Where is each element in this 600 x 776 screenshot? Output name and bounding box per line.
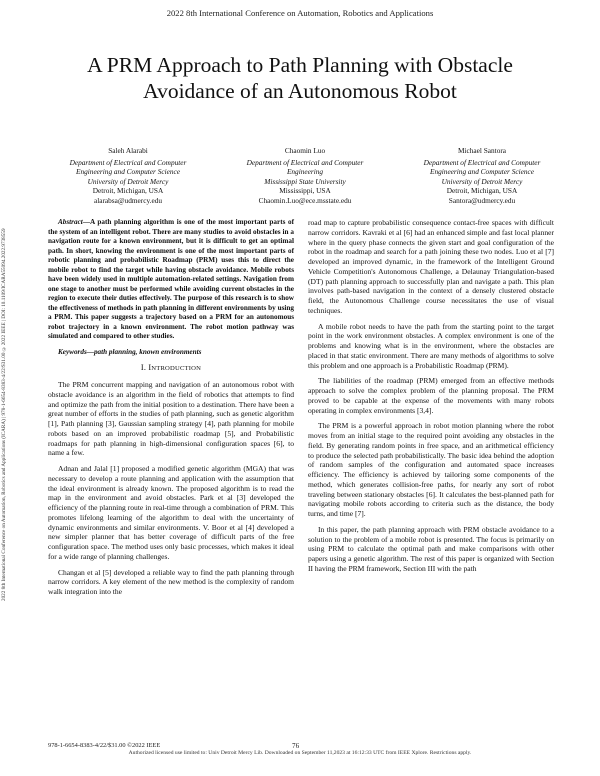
author-dept: Department of Electrical and Computer (423, 157, 541, 167)
paragraph: The liabilities of the roadmap (PRM) emerged from an effective methods approach to solve the complex problem of the planning proposal. The PRM proved to be capable at the expense of the movements with many robots operating in complex environments [3,4]. (308, 376, 554, 415)
keywords (48, 348, 294, 358)
paragraph: In this paper, the path planning approach with PRM obstacle avoidance to a solution to the problem of a mobile robot is presented. The focus is primarily on using PRM to calculate the optimal path and make comparisons with other papers using a genetic algorithm. The rest of this paper is organized with Section II having the PRM framework, Section III with the path (308, 524, 554, 573)
section-title-first: I (148, 363, 152, 373)
author-card (394, 146, 570, 206)
author-institution: University of Detroit Mercy (441, 176, 523, 186)
doi-sidebar: 2022 8th International Conference on Automation, Robotics and Applications (ICARA) | 978-1-6654-8383-4/22/$31.00 ©2022 IEEE | DOI: 10.1109/ICARA55094.2022.9738559 (1, 228, 7, 602)
section-number: I. (140, 363, 147, 373)
author-dept: Department of Electrical and Computer (69, 157, 187, 167)
left-column (48, 218, 294, 603)
abstract-text: —A path planning algorithm is one of the most important parts of the system of an intelligent robot. There are many studies to avoid obstacles in a navigation route for a known environment, but it is difficult to get an optimal path. In short, knowing the environment is one of the most important parts of robotic planning and probabilistic Roadmap (PRM) uses this to direct the mobile robot to find the target while having obstacle avoidance. Mobile robots have been widely used in multiple automation-related settings. Navigation from one stage to another must be performed while avoiding current obstacles in the region to execute their duties effectively. The purpose of this research is to show the effectiveness of methods in path planning in different environments by using a PRM. This paper suggests a trajectory based on a PRM for an autonomous robot trajectory in a known environment. The robot motion pathway was simulated and compared to other studies. (48, 218, 294, 340)
author-block (40, 146, 570, 206)
title-line-2: Avoidance of an Autonomous Robot (143, 79, 457, 103)
title-line-1: A PRM Approach to Path Planning with Obstacle (87, 53, 513, 77)
paragraph: The PRM is a powerful approach in robot motion planning where the robot moves from an initial stage to the required point avoiding any obstacles in the field. By generating random points in free space, and an arithmetical efficiency to produce the selected path probabilistically. The basic idea behind the adoption of random samples of the configuration and automated space increases efficiency. The efficiency is achieved by tailoring some components of the method, which generates collision-free paths, for nearly any sort of robot traveling between stationary obstacles [6]. It calculates the best-planned path for navigating mobile robots according to criteria such as the distance, the body turns, and time [7]. (308, 421, 554, 518)
paragraph: Changan et al [5] developed a reliable way to find the path planning through narrow corridors. A key element of the new method is the complexity of random walk integration into the (48, 567, 294, 596)
author-email[interactable]: alarabsa@udmercy.edu (93, 195, 163, 205)
paragraph: A mobile robot needs to have the path from the starting point to the target point in the work environment obstacles. A complex environment is one of the problems and knowing what is in the environment, where the obstacles are placed in that static environment. There are many methods of algorithms to solve this problem and one approach is a Probabilistic Roadmap (PRM). (308, 321, 554, 370)
author-institution: Mississippi State University (264, 176, 346, 186)
author-name: Chaomin Luo (284, 146, 326, 155)
author-card (40, 146, 216, 206)
abstract (48, 218, 294, 342)
paragraph: The PRM concurrent mapping and navigation of an autonomous robot with obstacle avoidance is an algorithm in the field of robotics that attempts to find and optimize the path from the initial position to a destination. There have been a great number of efforts in the studies of path planning, such as genetic algorithm [1], Path planning [3], Gaussian sampling strategy [4], path planning for mobile robots based on an improved probabilistic roadmap [5], and Probabilistic roadmaps for path planning in high-dimensional configuration spaces [6], to name a few. (48, 380, 294, 458)
author-city: Detroit, Michigan, USA (446, 186, 518, 196)
author-email[interactable]: Santora@udmercy.edu (448, 195, 516, 205)
author-name: Saleh Alarabi (108, 146, 148, 155)
paragraph: road map to capture probabilistic consequence contact-free spaces with difficult narrow corridors. Kavraki et al [6] had an enhanced simple and fast local planner where in the query phase connects the given start and goal configuration of the robot in the roadmap and search for a path joining these two nodes. Luo et al [7] developed an improved dynamic, in the framework of the Intelligent Ground Vehicle Competition's Autonomous Challenge, a Delaunay Triangulation-based (DT) path planning approach to successfully plan and navigate a path. This plan involves path-based navigation in the context of a densely clustered obstacle field, the Autonomous Challenge course necessitates the use of visual techniques. (308, 218, 554, 315)
download-notice: Authorized licensed use limited to: Univ Detroit Mercy Lib. Downloaded on September 11,2023 at 16:12:33 UTC from IEEE Xplore. Restrictions apply. (128, 750, 472, 756)
section-heading (48, 363, 294, 374)
right-column (308, 218, 554, 580)
abstract-label: Abstract (58, 218, 83, 226)
author-dept: Engineering (286, 167, 324, 177)
page-number: 76 (292, 742, 300, 750)
conference-header: 2022 8th International Conference on Automation, Robotics and Applications (166, 8, 434, 18)
author-dept: Engineering and Computer Science (76, 167, 180, 177)
author-city: Mississippi, USA (279, 186, 331, 196)
author-dept: Engineering and Computer Science (430, 167, 534, 177)
paper-title (20, 52, 580, 104)
section-title-rest: NTRODUCTION (151, 365, 202, 373)
author-institution: University of Detroit Mercy (87, 176, 169, 186)
author-dept: Department of Electrical and Computer (246, 157, 364, 167)
author-city: Detroit, Michigan, USA (92, 186, 164, 196)
author-email[interactable]: Chaomin.Luo@ece.msstate.edu (258, 195, 352, 205)
keywords-label: Keywords (58, 347, 87, 356)
keywords-text: —path planning, known environments (86, 347, 202, 356)
footer-isbn: 978-1-6654-8383-4/22/$31.00 ©2022 IEEE (48, 742, 161, 749)
author-name: Michael Santora (457, 146, 507, 155)
author-card (217, 146, 393, 206)
paragraph: Adnan and Jalal [1] proposed a modified genetic algorithm (MGA) that was necessary to develop a route planning and application with the assumption that the ideal environment is already known. The proposed algorithm is to read the map in the environment and avoid obstacles. Park et al [3] developed the efficiency of the planning route in real-time through a combination of PRM. This promotes lifelong learning of the algorithm to deal with the uncertainty of dynamic environments and similar environments. V. Boor et al [4] developed a new simpler planner that has better coverage of difficult parts of the free configuration space. The method uses only basic processes, which makes it ideal for a wide range of planning challenges. (48, 464, 294, 561)
